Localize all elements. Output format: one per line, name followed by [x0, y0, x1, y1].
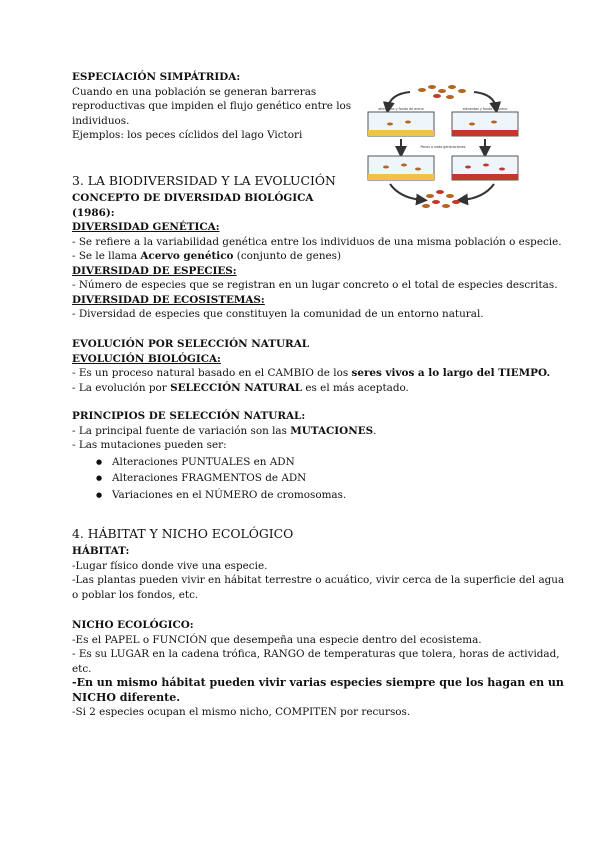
section-3-heading: 3. LA BIODIVERSIDAD Y LA EVOLUCIÓN [72, 173, 336, 188]
nicho-bold-line: NICHO diferente. [72, 690, 181, 704]
nicho-block [72, 618, 564, 720]
figure-label-left: alimentos y fondo de arena [378, 107, 424, 111]
evolucion-line: - La evolución por SELECCIÓN NATURAL es el más aceptado. [72, 381, 409, 394]
genetica-title: DIVERSIDAD GENÉTICA: [72, 221, 220, 233]
principios-line: - Las mutaciones pueden ser: [72, 439, 227, 451]
figure-label-right: alimentos y fondo de cieno [462, 107, 508, 111]
tank-sand-icon [368, 112, 434, 136]
especies-line: - Número de especies que se registran en un lugar concreto o el total de especies descritas. [72, 279, 558, 291]
genetica-line: - Se refiere a la variabilidad genética entre los individuos de una misma población o especie. [72, 235, 562, 248]
evolucion-line: - Es un proceso natural basado en el CAMBIO de los seres vivos a lo largo del TIEMPO. [72, 367, 551, 379]
nicho-line: - Es su LUGAR en la cadena trófica, RANGO de temperaturas que tolera, horas de actividad, [72, 648, 560, 660]
nicho-line: -Es el PAPEL o FUNCIÓN que desempeña una especie dentro del ecosistema. [72, 633, 482, 646]
principios-line: - La principal fuente de variación son las MUTACIONES. [72, 424, 377, 437]
evolucion-title: EVOLUCIÓN POR SELECCIÓN NATURAL [72, 338, 310, 350]
principios-title: PRINCIPIOS DE SELECCIÓN NATURAL: [72, 410, 306, 422]
simpatrida-line: reproductivas que impiden el flujo genético entre los [72, 100, 352, 112]
arrow-right-icon [474, 92, 496, 108]
habitat-title: HÁBITAT: [72, 545, 130, 557]
figure-label-mid: Pocas o nada generaciones [420, 145, 466, 149]
evolucion-block [72, 337, 550, 395]
ecosistemas-line: - Diversidad de especies que constituyen la comunidad de un entorno natural. [72, 308, 484, 320]
simpatrida-line: individuos. [72, 114, 130, 127]
especies-title: DIVERSIDAD DE ESPECIES: [72, 264, 237, 277]
habitat-line: -Las plantas pueden vivir en hábitat terrestre o acuático, vivir cerca de la superficie del agua [72, 574, 565, 586]
simpatrida-line: Ejemplos: los peces cíclidos del lago Victori [72, 129, 303, 141]
list-item: ● Alteraciones PUNTUALES en ADN [112, 455, 376, 470]
simpatrida-line: Cuando en una población se generan barreras [72, 85, 317, 98]
arrow-left-icon [388, 92, 410, 108]
ecosistemas-title: DIVERSIDAD DE ECOSISTEMAS: [72, 293, 265, 306]
list-item: ● Alteraciones FRAGMENTOS de ADN [112, 471, 376, 486]
evolucion-subtitle: EVOLUCIÓN BIOLÓGICA: [72, 352, 221, 365]
concept-title: CONCEPTO DE DIVERSIDAD BIOLÓGICA [72, 192, 314, 204]
simpatrida-block [72, 70, 351, 143]
section-4 [72, 526, 564, 602]
nicho-line: -Si 2 especies ocupan el mismo nicho, COMPITEN por recursos. [72, 706, 411, 718]
simpatrida-title: ESPECIACIÓN SIMPÁTRIDA: [72, 71, 241, 83]
nicho-line: etc. [72, 662, 92, 675]
section-4-heading: 4. HÁBITAT Y NICHO ECOLÓGICO [72, 526, 294, 541]
genetica-line: - Se le llama Acervo genético (conjunto de genes) [72, 250, 342, 262]
fish-cluster-top-icon [418, 85, 466, 99]
tank-mud-icon [452, 112, 518, 136]
principios-block [72, 409, 376, 502]
nicho-title: NICHO ECOLÓGICO: [72, 619, 194, 631]
habitat-line: -Lugar físico donde vive una especie. [72, 559, 268, 572]
habitat-line: o poblar los fondos, etc. [72, 588, 199, 601]
list-item: ● Variaciones en el NÚMERO de cromosomas. [112, 488, 376, 503]
mutaciones-list [72, 455, 376, 503]
section-3 [72, 173, 562, 322]
nicho-bold-line: -En un mismo hábitat pueden vivir varias especies siempre que los hagan en un [72, 676, 564, 689]
concept-year: (1986): [72, 206, 115, 219]
